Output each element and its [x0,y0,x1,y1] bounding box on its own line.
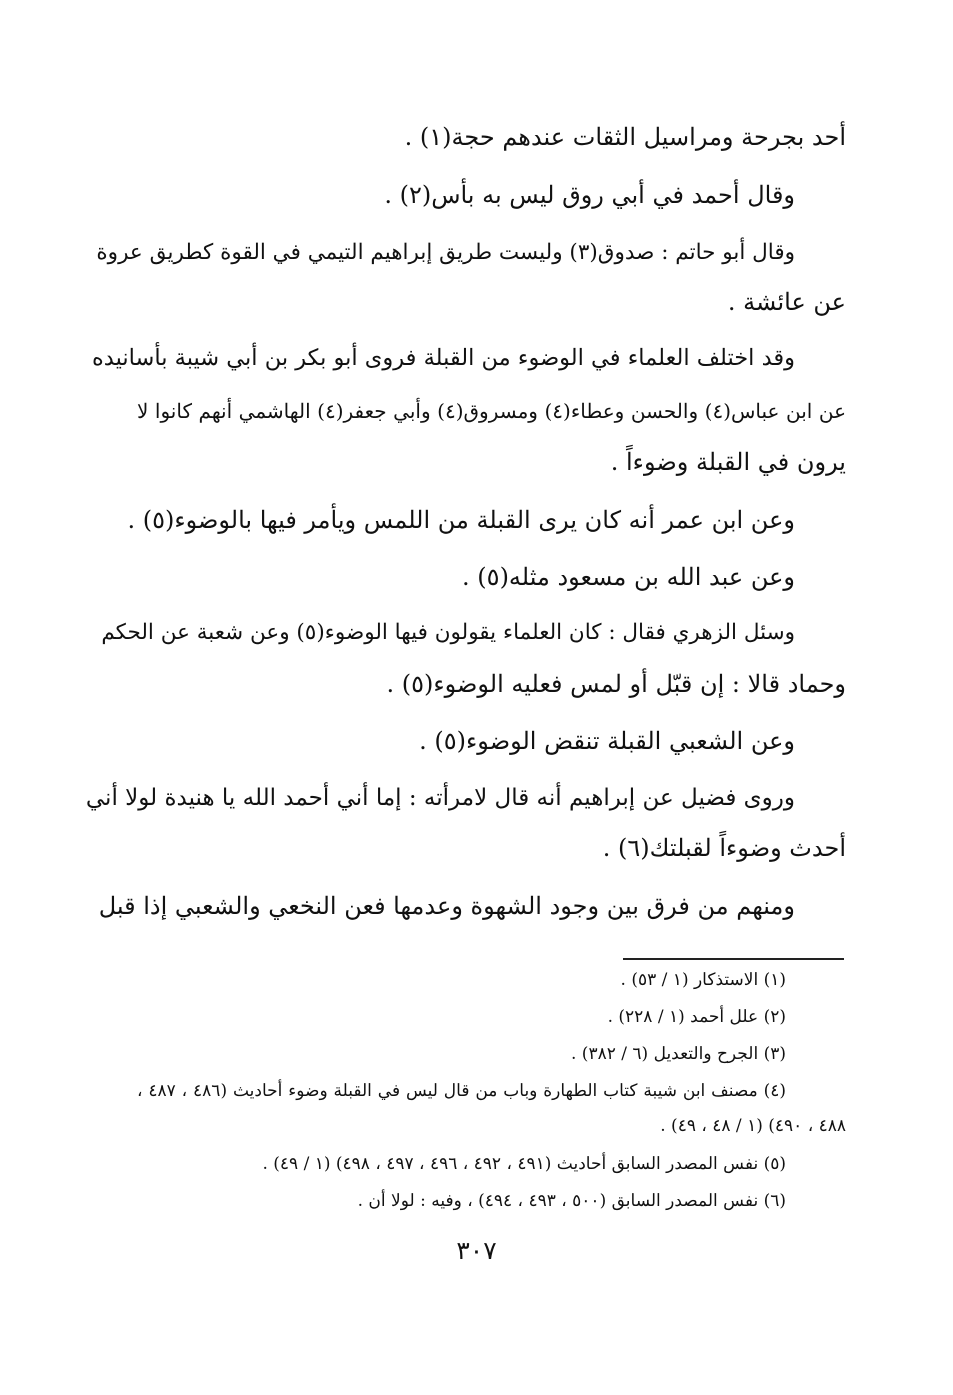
body-line-8: وعن ابن عمر أنه كان يرى القبلة من اللمس ويأمر فيها بالوضوء(٥) . [127,506,795,534]
footnote-4-continued: ٤٨٨ ، ٤٩٠) (١ / ٤٨ ، ٤٩) . [660,1116,846,1136]
footnote-1: (١) الاستذكار (١ / ٥٣) . [620,970,786,990]
body-line-4: عن عائشة . [727,288,846,316]
body-line-10: وسئل الزهري فقال : كان العلماء يقولون فيها الوضوء(٥) وعن شعبة عن الحكم [101,620,795,645]
footnote-6: (٦) نفس المصدر السابق (٥٠٠ ، ٤٩٣ ، ٤٩٤) ، وفيه : لولا أن . [357,1191,786,1211]
footnote-separator [623,958,844,960]
body-line-3: وقال أبو حاتم : صدوق(٣) وليست طريق إبراهيم التيمي في القوة كطريق عروة [96,240,795,265]
body-line-6: عن ابن عباس(٤) والحسن وعطاء(٤) ومسروق(٤) وأبي جعفر(٤) الهاشمي أنهم كانوا لا [137,399,847,423]
body-line-9: وعن عبد الله بن مسعود مثله(٥) . [462,563,795,591]
body-line-14: أحدث وضوءاً لقبلتك(٦) . [602,834,846,862]
body-line-7: يرون في القبلة وضوءاً . [610,448,846,476]
footnote-3: (٣) الجرح والتعديل (٦ / ٣٨٢) . [570,1044,786,1064]
body-line-15: ومنهم من فرق بين وجود الشهوة وعدمها فعن النخعي والشعبي إذا قبل [98,892,795,920]
footnote-2: (٢) علل أحمد (١ / ٢٢٨) . [607,1007,786,1027]
body-line-11: وحماد قالا : إن قبّل أو لمس فعليه الوضوء(٥) . [386,670,846,698]
body-line-1: أحد بجرحة ومراسيل الثقات عندهم حجة(١) . [404,123,846,151]
body-line-12: وعن الشعبي القبلة تنقض الوضوء(٥) . [419,727,795,755]
footnote-5: (٥) نفس المصدر السابق أحاديث (٤٩١ ، ٤٩٢ ، ٤٩٦ ، ٤٩٧ ، ٤٩٨) (١ / ٤٩) . [262,1154,786,1174]
body-line-13: وروى فضيل عن إبراهيم أنه قال لامرأته : إما أني أحمد الله يا هنيدة لولا أني [85,785,795,811]
body-line-2: وقال أحمد في أبي روق ليس به بأس(٢) . [384,181,795,209]
page-number: ٣٠٧ [456,1236,497,1265]
body-line-5: وقد اختلف العلماء في الوضوء من القبلة فروى أبو بكر بن أبي شيبة بأسانيده [92,345,795,371]
footnote-4: (٤) مصنف ابن شيبة كتاب الطهارة وباب من قال ليس في القبلة وضوء أحاديث (٤٨٦ ، ٤٨٧ ، [137,1081,787,1101]
